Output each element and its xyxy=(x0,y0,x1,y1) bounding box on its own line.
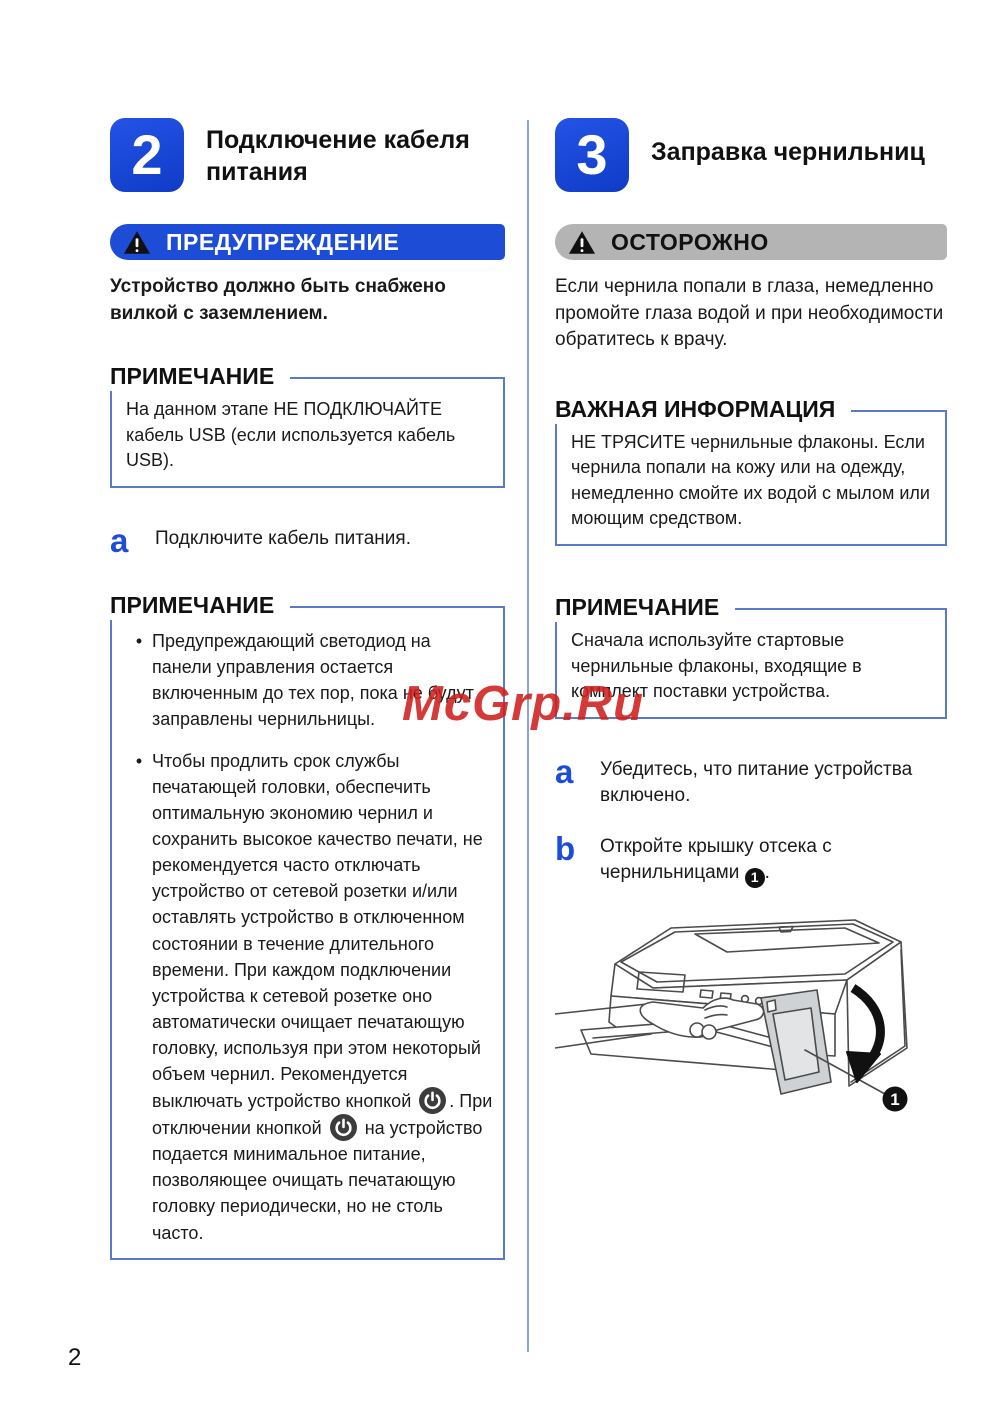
power-button-icon xyxy=(419,1087,446,1114)
important-text: НЕ ТРЯСИТЕ чернильные флаконы. Если чернила попали на кожу или на одежду, немедленно смойте их водой с мылом или моющим средством. xyxy=(571,431,930,529)
warning-banner-label: ПРЕДУПРЕЖДЕНИЕ xyxy=(166,228,400,255)
page-number: 2 xyxy=(68,1344,82,1371)
bullet-dot: • xyxy=(135,630,143,651)
section-title: Заправка чернильниц xyxy=(651,138,925,166)
bullet-dot: • xyxy=(135,750,143,771)
step-a-left xyxy=(110,521,505,559)
warning-text: Устройство должно быть снабжено вилкой с заземлением. xyxy=(110,276,446,324)
watermark: McGrp.Ru xyxy=(402,677,645,731)
section-header-2 xyxy=(110,118,505,192)
warning-banner xyxy=(110,224,505,260)
note-text: Чтобы продлить срок службы печатающей головки, обеспечить оптимальную экономию чернил и сохранить высокое качество печати, не рекомендуется часто отключать устройство от сетевой розетки и/или оставлять устройство в отключенном состоянии в течение длительного времени. При каждом подключении устройства к сетевой розетке оно автоматически очищает печатающую головку, используя при этом некоторый объем чернил. Рекомендуется выключать устройство кнопкой . При отключении кнопкой на устройство подается минимальное питание, позволяющее очищать печатающую головку периодически, но не столь часто. xyxy=(152,750,493,1243)
caution-text: Если чернила попали в глаза, немедленно промойте глаза водой и при необходимости обратитесь к врачу. xyxy=(555,276,944,351)
note-text: На данном этапе НЕ ПОДКЛЮЧАЙТЕ кабель USB (если используется кабель USB). xyxy=(126,399,456,471)
note-bullet xyxy=(126,748,493,1246)
note-text: Сначала используйте стартовые чернильные флаконы, входящие в комплект поставки устройства. xyxy=(571,629,862,702)
step-letter: b xyxy=(555,829,576,867)
note-title: ПРИМЕЧАНИЕ xyxy=(555,595,735,622)
caution-banner xyxy=(555,224,947,260)
step-text: Откройте крышку отсека с чернильницами 1 . xyxy=(600,834,947,888)
section-header-3 xyxy=(555,118,947,192)
column-divider xyxy=(527,120,529,1352)
section-title: Подключение кабеля питания xyxy=(206,126,470,186)
warning-triangle-icon xyxy=(568,230,596,255)
right-column xyxy=(555,118,947,1122)
circled-1-badge: 1 xyxy=(890,1090,900,1110)
note-title: ПРИМЕЧАНИЕ xyxy=(110,593,290,620)
step-letter: a xyxy=(110,521,129,559)
note-text: Предупреждающий светодиод на панели управления остается включенным до тех пор, пока не будут заправлены чернильницы. xyxy=(152,630,474,729)
step-b-right xyxy=(555,829,947,888)
power-button-icon xyxy=(330,1114,357,1141)
important-title: ВАЖНАЯ ИНФОРМАЦИЯ xyxy=(555,397,851,424)
step-letter: a xyxy=(555,752,574,790)
step-text: Убедитесь, что питание устройства включено. xyxy=(600,758,913,807)
step-a-right xyxy=(555,752,947,810)
circled-1-badge: 1 xyxy=(745,868,765,888)
step-number-badge: 3 xyxy=(555,118,629,192)
caution-banner-label: ОСТОРОЖНО xyxy=(611,228,769,255)
note-title: ПРИМЕЧАНИЕ xyxy=(110,364,290,391)
step-number-badge: 2 xyxy=(110,118,184,192)
important-box xyxy=(555,395,947,546)
step-text: Подключите кабель питания. xyxy=(155,527,411,549)
printer-illustration xyxy=(555,902,947,1122)
warning-triangle-icon xyxy=(123,230,151,255)
note-box xyxy=(110,363,505,488)
